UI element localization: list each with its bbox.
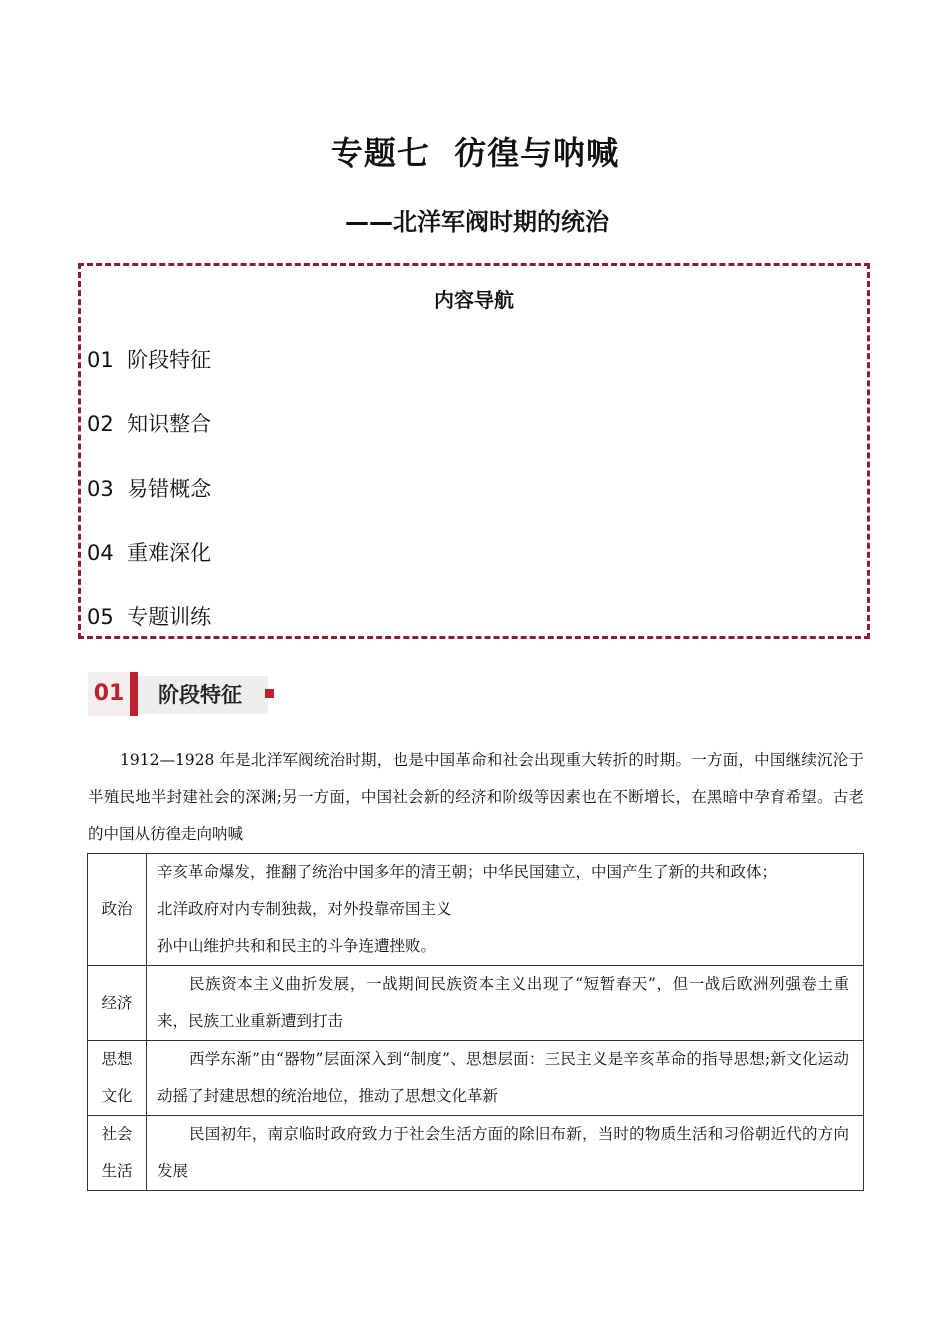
table-row bbox=[88, 1041, 864, 1116]
politics-line: 孙中山维护共和和民主的斗争连遭挫败。 bbox=[157, 937, 437, 955]
society-content: 民国初年，南京临时政府致力于社会生活方面的除旧布新，当时的物质生活和习俗朝近代的方向发展 bbox=[147, 1116, 864, 1191]
section-accent-bar bbox=[130, 672, 138, 716]
politics-line: 北洋政府对内专制独裁，对外投靠帝国主义 bbox=[157, 900, 452, 918]
ideology-content: 西学东渐”由“器物”层面深入到“制度”、思想层面：三民主义是辛亥革命的指导思想;新文化运动动摇了封建思想的统治地位，推动了思想文化革新 bbox=[147, 1041, 864, 1116]
table-row bbox=[88, 966, 864, 1041]
politics-content bbox=[147, 854, 864, 966]
category-politics: 政治 bbox=[88, 854, 147, 966]
intro-paragraph: 1912—1928 年是北洋军阀统治时期，也是中国革命和社会出现重大转折的时期。一方面，中国继续沉沦于半殖民地半封建社会的深渊;另一方面，中国社会新的经济和阶级等因素也在不断增长，在黑暗中孕育希望。古老的中国从彷徨走向呐喊 bbox=[88, 751, 864, 843]
page-subtitle: ——北洋军阀时期的统治 bbox=[345, 208, 609, 236]
politics-line: 辛亥革命爆发，推翻了统治中国多年的清王朝；中华民国建立，中国产生了新的共和政体； bbox=[157, 863, 778, 881]
table-row bbox=[88, 854, 864, 966]
stage-features-table bbox=[87, 853, 864, 1191]
category-economy: 经济 bbox=[88, 966, 147, 1041]
section-header bbox=[88, 672, 278, 716]
nav-item-stage-features[interactable]: 01 阶段特征 bbox=[87, 348, 212, 372]
nav-item-error-prone-concepts[interactable]: 03 易错概念 bbox=[87, 477, 212, 501]
category-social-life: 社会生活 bbox=[88, 1116, 147, 1191]
category-ideology-culture: 思想文化 bbox=[88, 1041, 147, 1116]
economy-content: 民族资本主义曲折发展，一战期间民族资本主义出现了“短暂春天”，但一战后欧洲列强卷土重来，民族工业重新遭到打击 bbox=[147, 966, 864, 1041]
section-title: 阶段特征 bbox=[158, 683, 242, 707]
nav-item-knowledge-integration[interactable]: 02 知识整合 bbox=[87, 412, 212, 436]
table-row bbox=[88, 1116, 864, 1191]
section-square-icon bbox=[265, 689, 274, 698]
page-title: 专题七 彷徨与呐喊 bbox=[330, 134, 620, 172]
nav-item-key-difficulties[interactable]: 04 重难深化 bbox=[87, 541, 212, 565]
nav-item-topic-training[interactable]: 05 专题训练 bbox=[87, 605, 212, 629]
nav-heading: 内容导航 bbox=[434, 288, 514, 312]
section-number: 01 bbox=[93, 681, 125, 706]
content-navigation-box bbox=[78, 263, 870, 639]
